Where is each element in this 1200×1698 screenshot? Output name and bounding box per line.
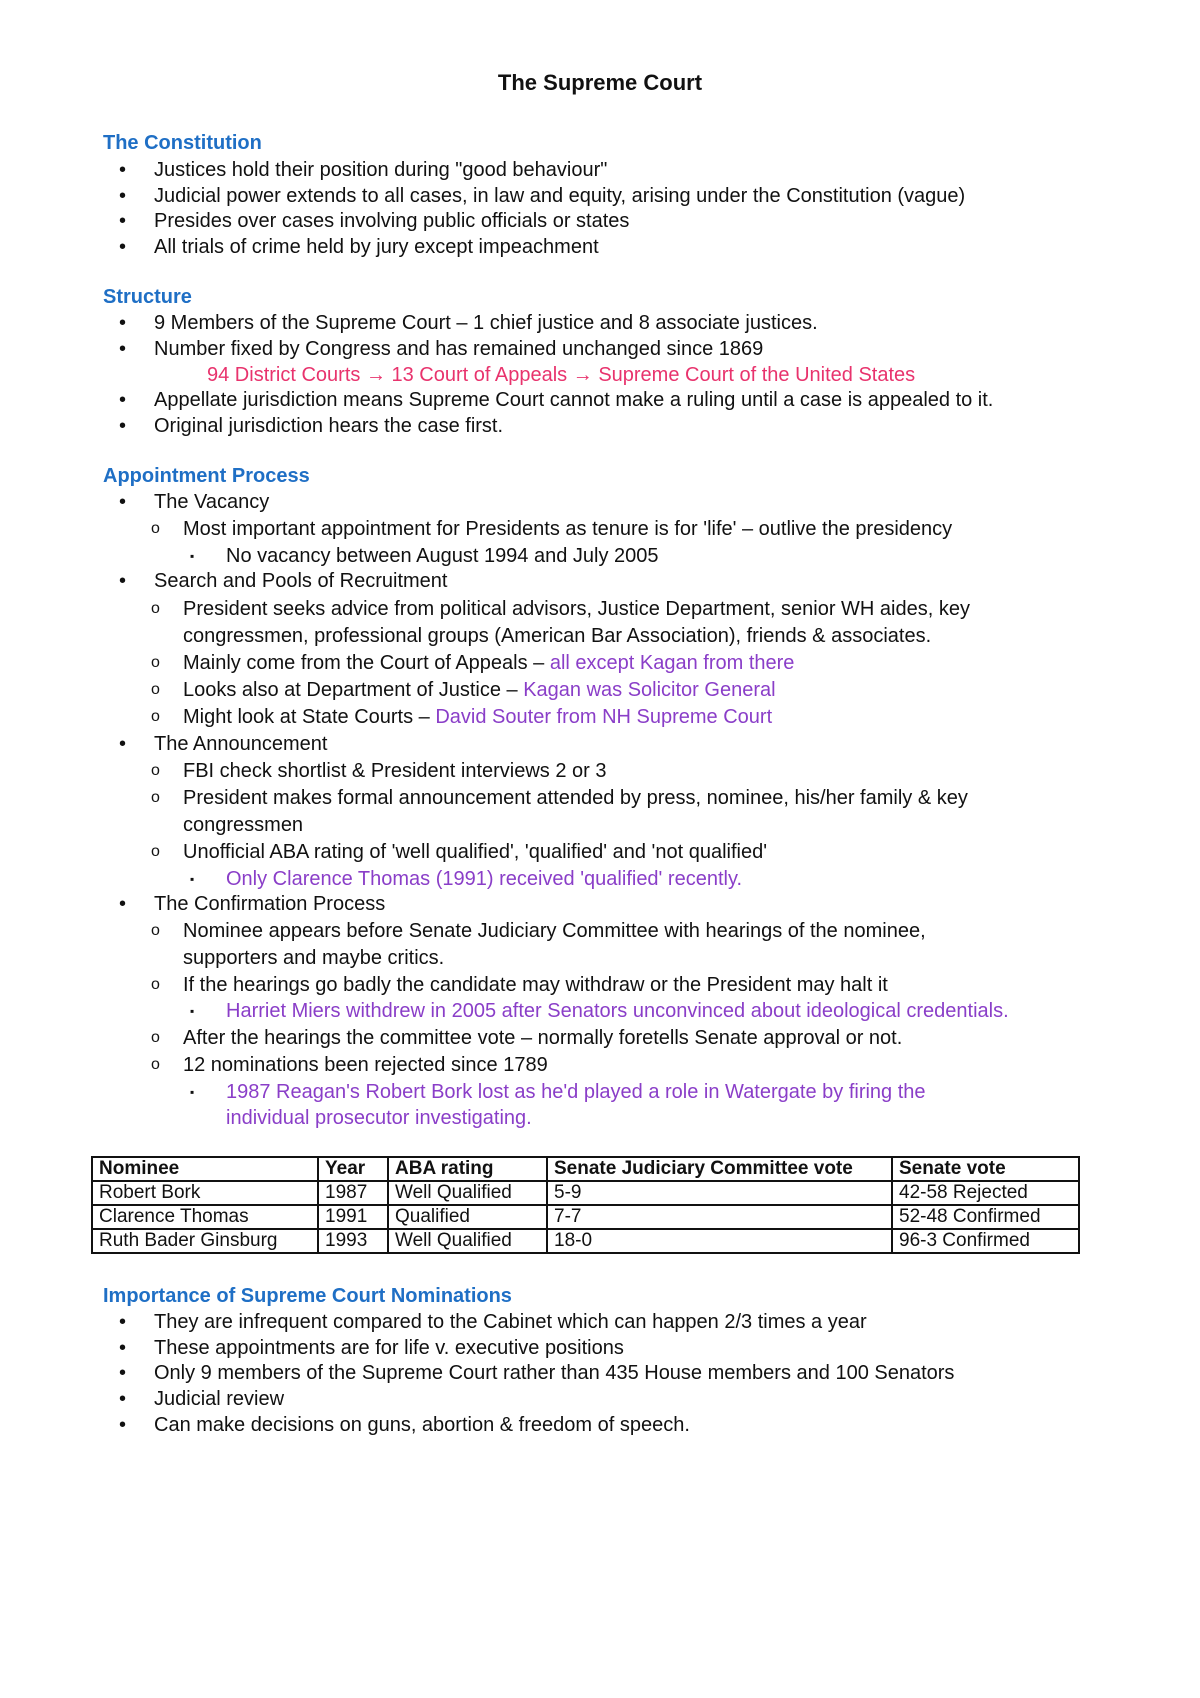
section-heading-structure: Structure xyxy=(103,286,192,308)
table-cell: Robert Bork xyxy=(92,1181,318,1205)
item-note: David Souter from NH Supreme Court xyxy=(435,706,773,728)
list-item-continued: individual prosecutor investigating. xyxy=(226,1107,532,1129)
arrow-right-icon: → xyxy=(365,364,386,386)
table-cell: Ruth Bader Ginsburg xyxy=(92,1229,318,1253)
table-header-cell: Nominee xyxy=(92,1157,318,1181)
circle-bullet-icon: o xyxy=(151,681,160,698)
list-item-continued: congressmen, professional groups (American Bar Association), friends & associates. xyxy=(183,625,932,647)
table-header-cell: Senate vote xyxy=(892,1157,1079,1181)
list-item xyxy=(183,705,772,729)
circle-bullet-icon: o xyxy=(151,843,160,860)
bullet-icon: • xyxy=(119,415,127,437)
table-cell: 5-9 xyxy=(547,1181,892,1205)
table-cell: 52-48 Confirmed xyxy=(892,1205,1079,1229)
list-item-continued: supporters and maybe critics. xyxy=(183,947,445,969)
bullet-icon: • xyxy=(119,312,127,334)
bullet-icon: • xyxy=(119,893,127,915)
circle-bullet-icon: o xyxy=(151,520,160,537)
item-note: all except Kagan from there xyxy=(549,652,795,674)
table-cell: 1991 xyxy=(318,1205,388,1229)
list-item xyxy=(183,678,776,702)
list-item: Number fixed by Congress and has remained unchanged since 1869 xyxy=(154,338,764,360)
item-text: Looks also at Department of Justice – xyxy=(183,679,518,701)
arrow-right-icon: → xyxy=(572,364,593,386)
page-title: The Supreme Court xyxy=(497,70,703,95)
list-item: Appellate jurisdiction means Supreme Court cannot make a ruling until a case is appealed to it. xyxy=(154,389,994,411)
list-item: Can make decisions on guns, abortion & freedom of speech. xyxy=(154,1414,690,1436)
table-header-cell: Year xyxy=(318,1157,388,1181)
table-cell: 1987 xyxy=(318,1181,388,1205)
list-item: Only 9 members of the Supreme Court rather than 435 House members and 100 Senators xyxy=(154,1362,955,1384)
table-cell: Well Qualified xyxy=(388,1229,547,1253)
table-cell: 7-7 xyxy=(547,1205,892,1229)
bullet-icon: • xyxy=(119,338,127,360)
circle-bullet-icon: o xyxy=(151,1056,160,1073)
list-item: FBI check shortlist & President interviews 2 or 3 xyxy=(183,760,607,782)
square-bullet-icon: ▪ xyxy=(190,549,195,563)
section-heading-importance: Importance of Supreme Court Nominations xyxy=(103,1285,512,1307)
table-cell: 18-0 xyxy=(547,1229,892,1253)
bullet-icon: • xyxy=(119,1311,127,1333)
bullet-icon: • xyxy=(119,1388,127,1410)
item-text: Might look at State Courts – xyxy=(183,706,430,728)
circle-bullet-icon: o xyxy=(151,708,160,725)
table-header-cell: ABA rating xyxy=(388,1157,547,1181)
list-item: Nominee appears before Senate Judiciary Committee with hearings of the nominee, xyxy=(183,920,926,942)
list-item-continued: congressmen xyxy=(183,814,304,836)
list-item: The Confirmation Process xyxy=(154,893,386,915)
nominee-table xyxy=(91,1156,1080,1254)
list-item: President seeks advice from political advisors, Justice Department, senior WH aides, key xyxy=(183,598,970,620)
list-item: Only Clarence Thomas (1991) received 'qualified' recently. xyxy=(226,868,743,890)
circle-bullet-icon: o xyxy=(151,922,160,939)
table-cell: Qualified xyxy=(388,1205,547,1229)
list-item: These appointments are for life v. executive positions xyxy=(154,1337,624,1359)
table-row xyxy=(92,1229,1079,1253)
item-note: Kagan was Solicitor General xyxy=(523,679,776,701)
circle-bullet-icon: o xyxy=(151,789,160,806)
list-item: Presides over cases involving public officials or states xyxy=(154,210,630,232)
section-heading-appointment: Appointment Process xyxy=(103,465,310,487)
list-item: Search and Pools of Recruitment xyxy=(154,570,448,592)
list-item: Justices hold their position during "good behaviour" xyxy=(154,159,608,181)
list-item: No vacancy between August 1994 and July 2005 xyxy=(226,545,659,567)
square-bullet-icon: ▪ xyxy=(190,872,195,886)
hierarchy-district-courts: 94 District Courts xyxy=(207,364,361,386)
table-cell: 1993 xyxy=(318,1229,388,1253)
bullet-icon: • xyxy=(119,570,127,592)
list-item: President makes formal announcement attended by press, nominee, his/her family & key xyxy=(183,787,968,809)
table-cell: 96-3 Confirmed xyxy=(892,1229,1079,1253)
section-heading-constitution: The Constitution xyxy=(103,132,262,154)
circle-bullet-icon: o xyxy=(151,1029,160,1046)
hierarchy-supreme-court: Supreme Court of the United States xyxy=(598,364,916,386)
bullet-icon: • xyxy=(119,491,127,513)
bullet-icon: • xyxy=(119,1414,127,1436)
list-item: Judicial power extends to all cases, in law and equity, arising under the Constitution (vague) xyxy=(154,185,966,207)
bullet-icon: • xyxy=(119,236,127,258)
list-item: Most important appointment for Presidents as tenure is for 'life' – outlive the presidency xyxy=(183,518,953,540)
square-bullet-icon: ▪ xyxy=(190,1004,195,1018)
list-item: The Announcement xyxy=(154,733,328,755)
circle-bullet-icon: o xyxy=(151,762,160,779)
list-item: Judicial review xyxy=(154,1388,285,1410)
bullet-icon: • xyxy=(119,210,127,232)
list-item: All trials of crime held by jury except impeachment xyxy=(154,236,599,258)
square-bullet-icon: ▪ xyxy=(190,1085,195,1099)
table-header-cell: Senate Judiciary Committee vote xyxy=(547,1157,892,1181)
bullet-icon: • xyxy=(119,733,127,755)
item-text: Mainly come from the Court of Appeals – xyxy=(183,652,545,674)
list-item: 12 nominations been rejected since 1789 xyxy=(183,1054,548,1076)
table-cell: Well Qualified xyxy=(388,1181,547,1205)
court-hierarchy xyxy=(207,363,915,387)
table-row xyxy=(92,1181,1079,1205)
hierarchy-court-of-appeals: 13 Court of Appeals xyxy=(391,364,568,386)
list-item: Harriet Miers withdrew in 2005 after Senators unconvinced about ideological credentials. xyxy=(226,1000,1009,1022)
bullet-icon: • xyxy=(119,1362,127,1384)
list-item: 1987 Reagan's Robert Bork lost as he'd played a role in Watergate by firing the xyxy=(226,1081,926,1103)
table-row xyxy=(92,1205,1079,1229)
bullet-icon: • xyxy=(119,185,127,207)
table-cell: Clarence Thomas xyxy=(92,1205,318,1229)
list-item: If the hearings go badly the candidate may withdraw or the President may halt it xyxy=(183,974,888,996)
circle-bullet-icon: o xyxy=(151,600,160,617)
circle-bullet-icon: o xyxy=(151,976,160,993)
list-item xyxy=(183,651,794,675)
table-cell: 42-58 Rejected xyxy=(892,1181,1079,1205)
bullet-icon: • xyxy=(119,159,127,181)
list-item: 9 Members of the Supreme Court – 1 chief justice and 8 associate justices. xyxy=(154,312,818,334)
table-header-row xyxy=(92,1157,1079,1181)
circle-bullet-icon: o xyxy=(151,654,160,671)
list-item: After the hearings the committee vote – normally foretells Senate approval or not. xyxy=(183,1027,903,1049)
bullet-icon: • xyxy=(119,389,127,411)
list-item: The Vacancy xyxy=(154,491,270,513)
bullet-icon: • xyxy=(119,1337,127,1359)
list-item: Original jurisdiction hears the case first. xyxy=(154,415,504,437)
list-item: Unofficial ABA rating of 'well qualified', 'qualified' and 'not qualified' xyxy=(183,841,768,863)
list-item: They are infrequent compared to the Cabinet which can happen 2/3 times a year xyxy=(154,1311,867,1333)
